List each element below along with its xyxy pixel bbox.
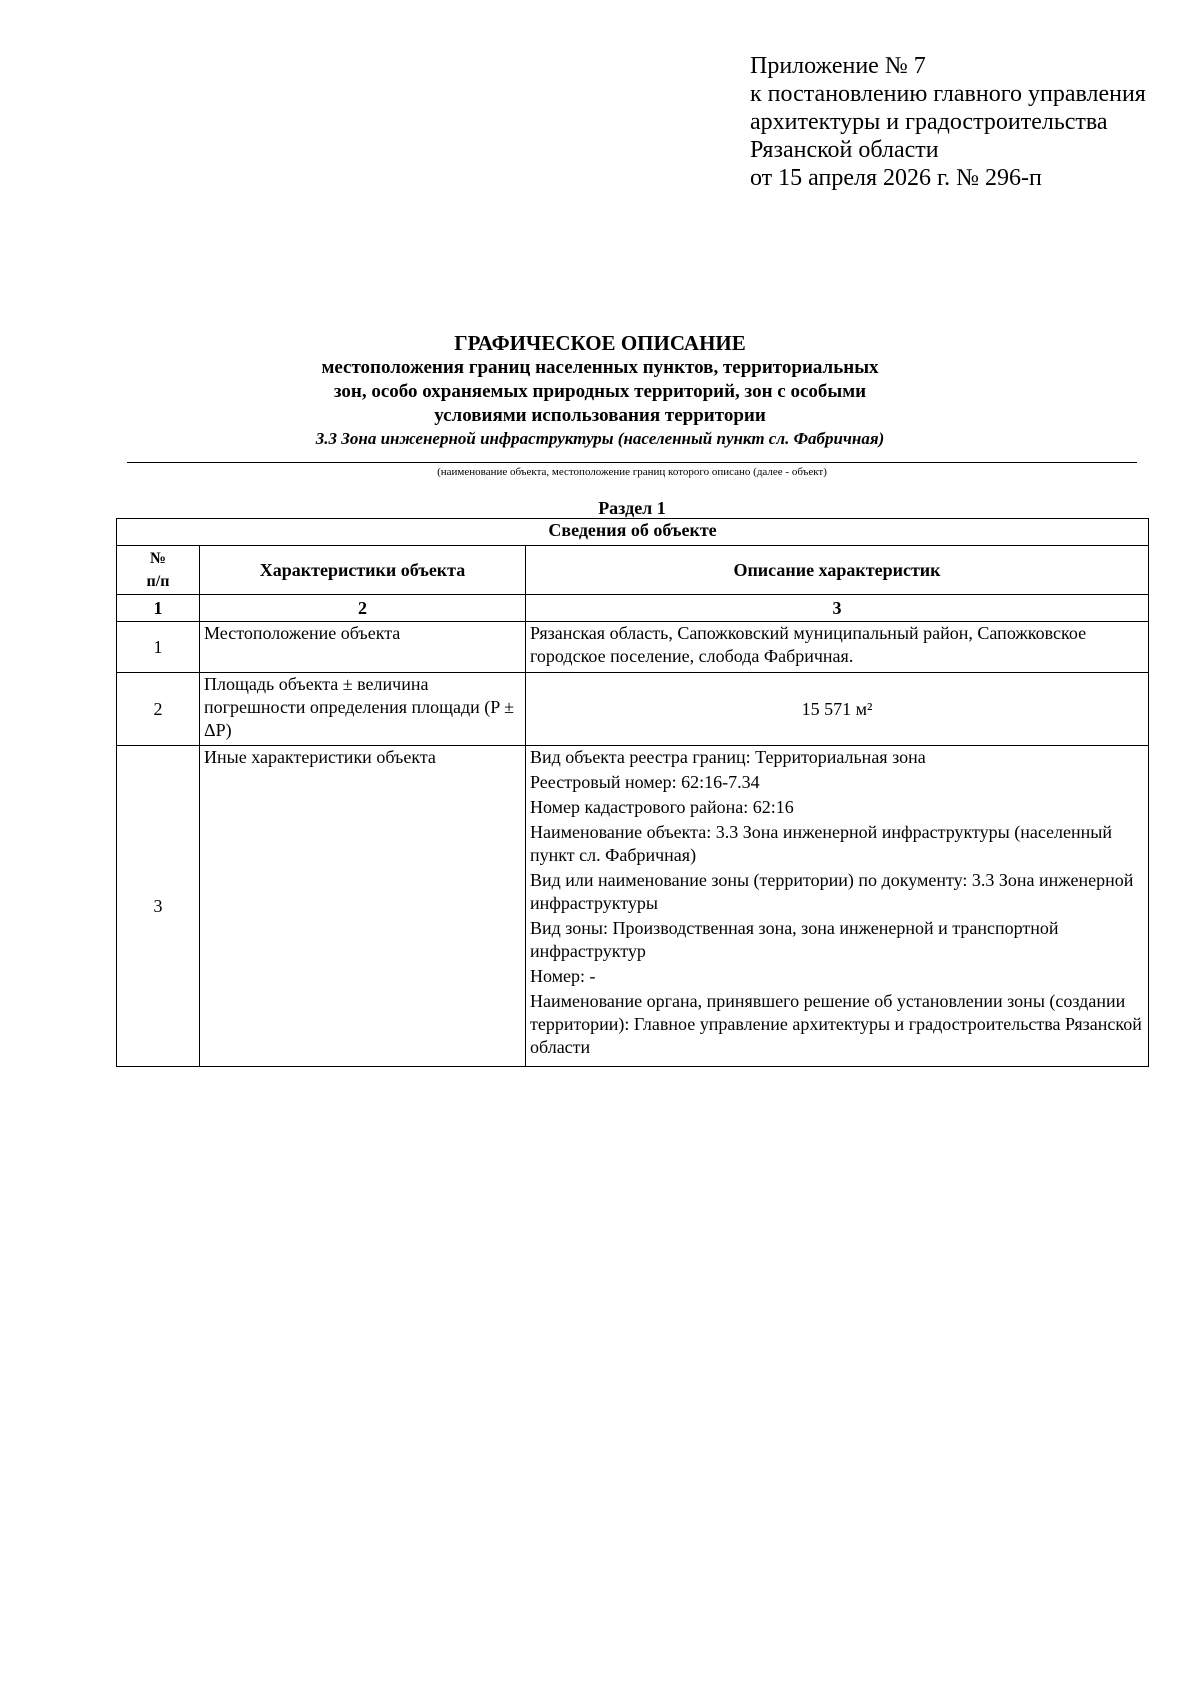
object-info-table: [116, 518, 1149, 1067]
description-line: Наименование объекта: 3.3 Зона инженерной инфраструктуры (населенный пункт сл. Фабричная): [530, 822, 1112, 865]
row-number: 1: [117, 622, 200, 673]
header-characteristics: Характеристики объекта: [200, 546, 526, 595]
table-index-row: [117, 595, 1149, 622]
document-title-block: [120, 330, 1080, 450]
table-row: [117, 622, 1149, 673]
header-number-line-2: п/п: [146, 573, 170, 590]
document-title: ГРАФИЧЕСКОЕ ОПИСАНИЕ: [454, 331, 746, 355]
description-line: Номер кадастрового района: 62:16: [530, 797, 794, 817]
description-line: Вид или наименование зоны (территории) по документу: 3.3 Зона инженерной инфраструктуры: [530, 870, 1134, 913]
row-characteristic: Местоположение объекта: [200, 622, 526, 673]
column-index-2: 2: [200, 595, 526, 622]
object-name-hint: (наименование объекта, местоположение границ которого описано (далее - объект): [437, 466, 827, 478]
row-description: [526, 746, 1149, 1067]
description-line: Вид объекта реестра границ: Территориальная зона: [530, 747, 926, 767]
description-line: Номер: -: [530, 966, 596, 986]
row-description: [526, 673, 1149, 746]
table-caption-row: [117, 519, 1149, 546]
object-name: 3.3 Зона инженерной инфраструктуры (населенный пункт сл. Фабричная): [315, 429, 885, 448]
description-line: Рязанская область, Сапожковский муниципальный район, Сапожковское городское поселение, слобода Фабричная.: [530, 623, 1087, 666]
appendix-line-4: Рязанской области: [750, 137, 939, 163]
column-index-3: 3: [526, 595, 1149, 622]
table-header-row: [117, 546, 1149, 595]
header-description: Описание характеристик: [526, 546, 1149, 595]
table-row: [117, 746, 1149, 1067]
row-characteristic: Иные характеристики объекта: [200, 746, 526, 1067]
row-characteristic: Площадь объекта ± величина погрешности определения площади (P ± ΔP): [200, 673, 526, 746]
appendix-line-5: от 15 апреля 2026 г. № 296-п: [750, 165, 1042, 191]
header-number-line-1: №: [149, 550, 167, 567]
document-subtitle-line-3: условиями использования территории: [434, 405, 766, 426]
description-line: Вид зоны: Производственная зона, зона инженерной и транспортной инфраструктур: [530, 918, 1059, 961]
description-line: Реестровый номер: 62:16-7.34: [530, 772, 760, 792]
table-row: [117, 673, 1149, 746]
row-description: [526, 622, 1149, 673]
header-number: [117, 546, 200, 595]
appendix-line-3: архитектуры и градостроительства: [750, 109, 1108, 135]
row-number: 3: [117, 746, 200, 1067]
object-name-underline: [127, 462, 1137, 463]
table-caption: Сведения об объекте: [117, 519, 1149, 546]
appendix-header: [750, 52, 1170, 192]
section-title: Раздел 1: [598, 498, 666, 518]
area-value: 15 571 м²: [801, 698, 873, 719]
document-subtitle-line-1: местоположения границ населенных пунктов, территориальных: [321, 357, 879, 378]
column-index-1: 1: [117, 595, 200, 622]
appendix-line-1: Приложение № 7: [750, 53, 926, 79]
description-line: Наименование органа, принявшего решение об установлении зоны (создании территории): Главное управление архитектуры и градостроительства Рязанской области: [530, 991, 1142, 1057]
appendix-line-2: к постановлению главного управления: [750, 81, 1146, 107]
row-number: 2: [117, 673, 200, 746]
document-subtitle-line-2: зон, особо охраняемых природных территорий, зон с особыми: [333, 381, 867, 402]
